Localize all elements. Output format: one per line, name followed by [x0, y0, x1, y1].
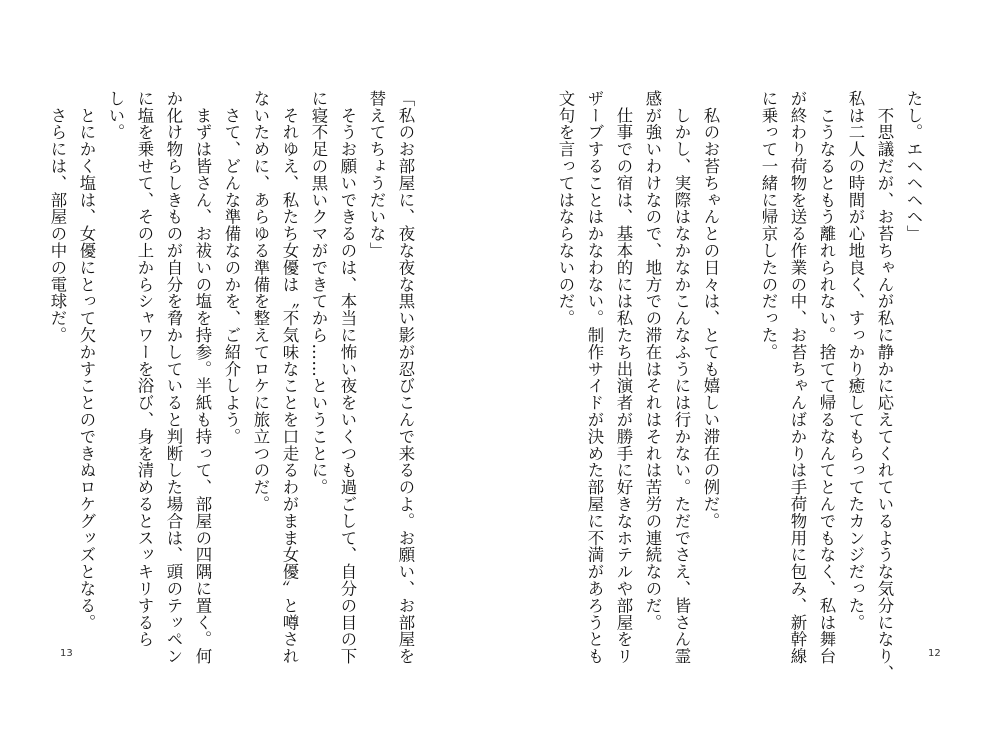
- text-line: 不思議だが、お苔ちゃんが私に静かに応えてくれているような気分になり、: [875, 90, 894, 682]
- text-line: しい。: [106, 90, 125, 141]
- text-line: に寝不足の黒いクマができてから……ということに。: [309, 90, 328, 496]
- text-line: 文句を言ってはならないのだ。: [556, 90, 575, 327]
- text-line: 私は二人の時間が心地良く、すっかり癒してもらってたカンジだった。: [846, 90, 865, 631]
- text-line: 感が強いわけなので、地方での滞在はそれはそれは苦労の連続なのだ。: [643, 90, 662, 631]
- text-line: さて、どんな準備なのかを、ご紹介しよう。: [222, 90, 241, 445]
- text-line: それゆえ、私たち女優は〝不気味なことを口走るわがまま女優〟と噂され: [280, 90, 299, 665]
- text-line: こうなるともう離れられない。捨てて帰るなんてとんでもなく、私は舞台: [817, 90, 836, 665]
- text-line: 私のお苔ちゃんとの日々は、とても嬉しい滞在の例だ。: [701, 90, 720, 530]
- text-line: さらには、部屋の中の電球だ。: [48, 90, 67, 344]
- text-line: ザーブすることはかなわない。制作サイドが決めた部屋に不満があろうとも: [585, 90, 604, 665]
- text-line: か化け物らしきものが自分を脅かしていると判断した場合は、頭のテッペン: [164, 90, 183, 665]
- text-line: に塩を乗せて、その上からシャワーを浴び、身を清めるとスッキリするら: [135, 90, 154, 648]
- text-line: 替えてちょうだいな」: [367, 90, 386, 259]
- text-line: まずは皆さん、お祓いの塩を持参。半紙も持って、部屋の四隅に置く。何: [193, 90, 212, 665]
- page-number: 12: [928, 648, 941, 659]
- text-line: そうお願いできるのは、本当に怖い夜をいくつも過ごして、自分の目の下: [338, 90, 357, 665]
- right-page: [500, 0, 1000, 735]
- text-line: とにかく塩は、女優にとって欠かすことのできぬロケグッズとなる。: [77, 90, 96, 631]
- page-number: 13: [60, 648, 73, 659]
- text-line: 仕事での宿は、基本的には私たち出演者が勝手に好きなホテルや部屋をリ: [614, 90, 633, 665]
- right-page-text: [551, 90, 928, 682]
- text-line: が終わり荷物を送る作業の中、お苔ちゃんばかりは手荷物用に包み、新幹線: [788, 90, 807, 665]
- text-line: 「私のお部屋に、夜な夜な黒い影が忍びこんで来るのよ。お願い、お部屋を: [396, 90, 415, 665]
- text-line: に乗って一緒に帰京したのだった。: [759, 90, 778, 361]
- text-line: ないために、あらゆる準備を整えてロケに旅立つのだ。: [251, 90, 270, 513]
- text-line: しかし、実際はなかなかこんなふうには行かない。ただでさえ、皆さん霊: [672, 90, 691, 665]
- text-line: たし。エヘヘヘヘ」: [904, 90, 923, 243]
- blank-line: [725, 90, 754, 650]
